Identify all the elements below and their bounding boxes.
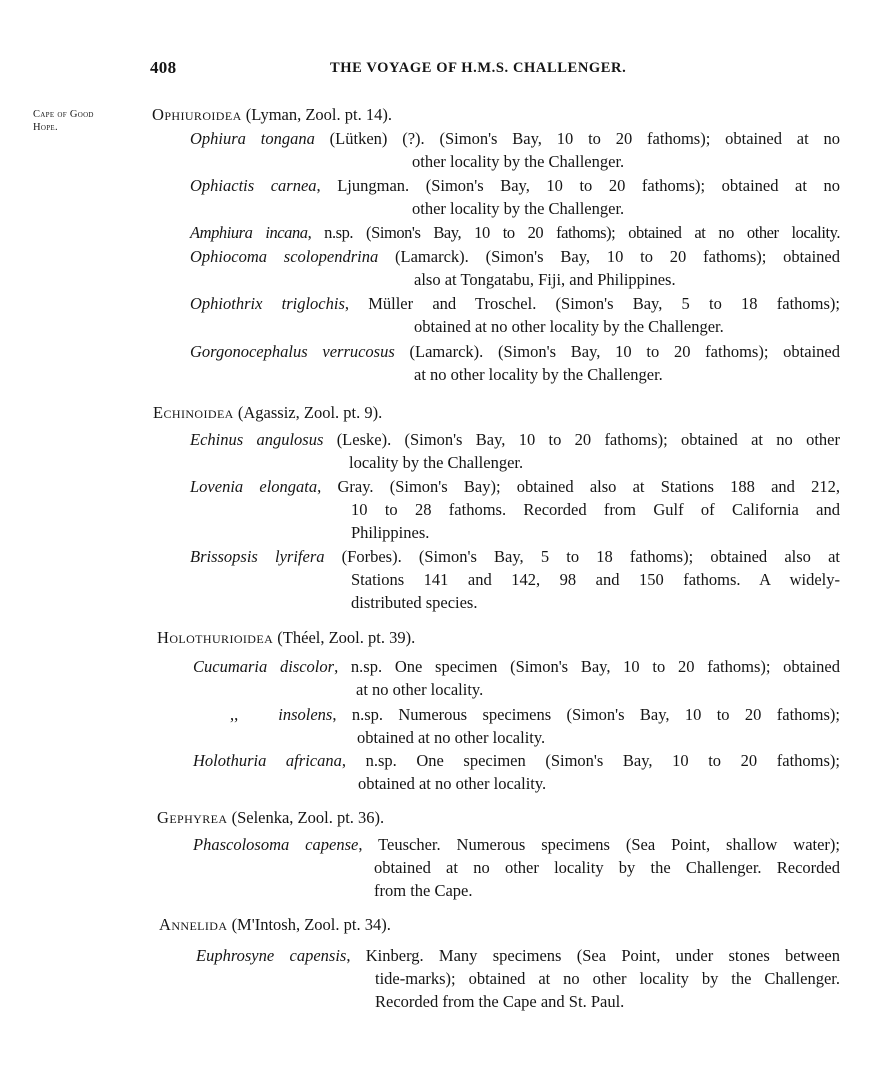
species-entry xyxy=(190,127,840,173)
species-name: Ophiothrix triglochis xyxy=(190,294,345,313)
species-entry xyxy=(230,703,840,749)
group-name: Holothurioidea xyxy=(157,628,274,647)
entry-continuation: also at Tongatabu, Fiji, and Philippines. xyxy=(414,270,676,289)
group-citation: (Selenka, Zool. pt. 36). xyxy=(227,808,385,827)
margin-note-line: Cape of Good xyxy=(33,109,94,120)
entry-continuation: distributed species. xyxy=(351,593,478,612)
entry-continuation: Stations 141 and 142, 98 and 150 fathoms. A widely- xyxy=(351,570,840,589)
species-entry xyxy=(190,174,840,220)
species-name: Ophiactis carnea xyxy=(190,176,317,195)
entry-text: (Forbes). (Simon's Bay, 5 to 18 fathoms); obtained also at xyxy=(324,547,840,566)
species-entry xyxy=(190,428,840,474)
species-entry xyxy=(193,655,840,701)
species-name: Lovenia elongata xyxy=(190,477,318,496)
species-entry xyxy=(190,245,840,291)
entry-continuation: obtained at no other locality. xyxy=(358,774,547,793)
entry-continuation: Recorded from the Cape and St. Paul. xyxy=(375,992,625,1011)
entry-continuation: from the Cape. xyxy=(374,881,473,900)
entry-text: , Teuscher. Numerous specimens (Sea Point, shallow water); xyxy=(358,835,840,854)
running-title: THE VOYAGE OF H.M.S. CHALLENGER. xyxy=(330,60,627,76)
group-name: Ophiuroidea xyxy=(152,105,242,124)
entry-continuation: obtained at no other locality by the Challenger. Recorded xyxy=(374,858,840,877)
species-name: Euphrosyne capensis xyxy=(196,946,347,965)
species-name: insolens xyxy=(278,705,333,724)
group-name: Gephyrea xyxy=(157,808,228,827)
entry-text: , n.sp. (Simon's Bay, 10 to 20 fathoms); obtained at no other locality. xyxy=(307,223,840,242)
group-heading xyxy=(159,915,391,935)
entry-continuation: other locality by the Challenger. xyxy=(412,152,625,171)
entry-continuation: other locality by the Challenger. xyxy=(412,199,625,218)
species-entry xyxy=(190,292,840,338)
group-citation: (Lyman, Zool. pt. 14). xyxy=(241,105,392,124)
species-name: Ophiura tongana xyxy=(190,129,315,148)
group-citation: (M'Intosh, Zool. pt. 34). xyxy=(227,915,391,934)
entry-continuation: obtained at no other locality by the Challenger. xyxy=(414,317,724,336)
margin-note xyxy=(33,108,143,134)
species-name: Echinus angulosus xyxy=(190,430,324,449)
species-name: Gorgonocephalus verrucosus xyxy=(190,342,395,361)
entry-text: , n.sp. Numerous specimens (Simon's Bay, 10 to 20 fathoms); xyxy=(332,705,840,724)
margin-note-line: Hope. xyxy=(33,122,58,133)
group-name: Echinoidea xyxy=(153,403,234,422)
group-citation: (Agassiz, Zool. pt. 9). xyxy=(233,403,383,422)
species-entry xyxy=(190,475,840,544)
group-heading xyxy=(157,628,415,648)
species-entry xyxy=(190,545,840,614)
entry-text: , n.sp. One specimen (Simon's Bay, 10 to 20 fathoms); xyxy=(341,751,840,770)
entry-text: (Lamarck). (Simon's Bay, 10 to 20 fathoms); obtained xyxy=(378,247,840,266)
species-name: Ophiocoma scolopendrina xyxy=(190,247,379,266)
entry-text: , Gray. (Simon's Bay); obtained also at Stations 188 and 212, xyxy=(317,477,840,496)
species-entry xyxy=(193,749,840,795)
species-entry xyxy=(190,221,840,244)
group-citation: (Théel, Zool. pt. 39). xyxy=(273,628,416,647)
group-heading xyxy=(157,808,384,828)
species-name: Phascolosoma capense xyxy=(193,835,359,854)
entry-continuation: 10 to 28 fathoms. Recorded from Gulf of California and xyxy=(351,500,840,519)
entry-text: (Leske). (Simon's Bay, 10 to 20 fathoms); obtained at no other xyxy=(323,430,840,449)
species-entry xyxy=(190,340,840,386)
species-name: Cucumaria discolor xyxy=(193,657,335,676)
ditto-mark: ,, xyxy=(230,705,239,724)
entry-text: , Ljungman. (Simon's Bay, 10 to 20 fathoms); obtained at no xyxy=(316,176,840,195)
species-name: Holothuria africana xyxy=(193,751,342,770)
entry-text: , Kinberg. Many specimens (Sea Point, under stones between xyxy=(346,946,840,965)
entry-continuation: at no other locality. xyxy=(356,680,484,699)
entry-continuation: obtained at no other locality. xyxy=(357,728,546,747)
species-name: Amphiura incana xyxy=(190,223,308,242)
page-number: 408 xyxy=(150,58,177,77)
entry-continuation: at no other locality by the Challenger. xyxy=(414,365,663,384)
entry-text: (Lamarck). (Simon's Bay, 10 to 20 fathoms); obtained xyxy=(394,342,840,361)
group-name: Annelida xyxy=(159,915,228,934)
species-entry xyxy=(196,944,840,1013)
entry-continuation: tide-marks); obtained at no other locality by the Challenger. xyxy=(375,969,840,988)
species-name: Brissopsis lyrifera xyxy=(190,547,325,566)
group-heading xyxy=(152,105,392,125)
entry-continuation: Philippines. xyxy=(351,523,430,542)
entry-text: , n.sp. One specimen (Simon's Bay, 10 to 20 fathoms); obtained xyxy=(334,657,840,676)
group-heading xyxy=(153,403,382,423)
entry-text: (Lütken) (?). (Simon's Bay, 10 to 20 fathoms); obtained at no xyxy=(314,129,840,148)
entry-text: , Müller and Troschel. (Simon's Bay, 5 to 18 fathoms); xyxy=(344,294,840,313)
species-entry xyxy=(193,833,840,902)
entry-continuation: locality by the Challenger. xyxy=(349,453,524,472)
